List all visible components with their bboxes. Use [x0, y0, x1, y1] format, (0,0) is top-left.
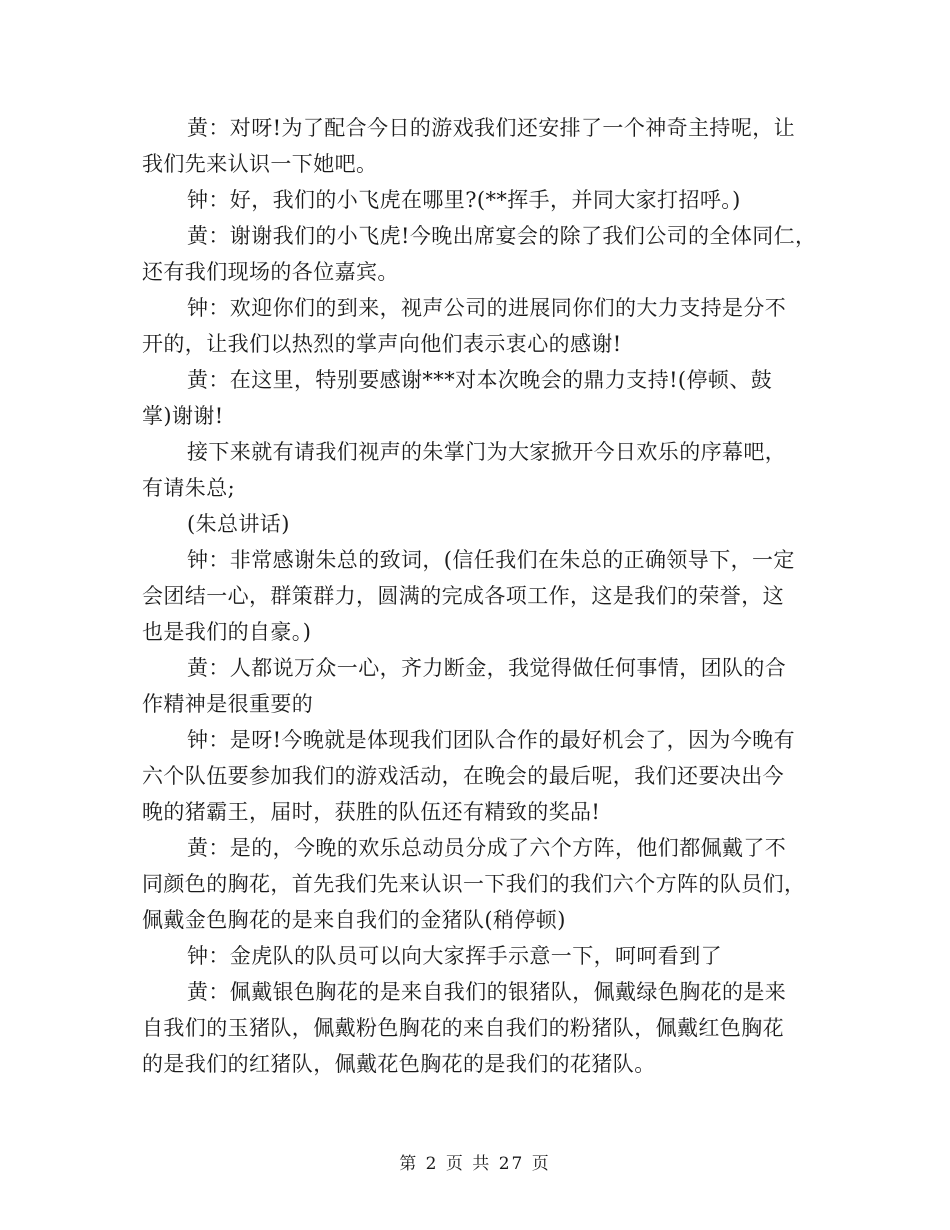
footer-current-page: 2 — [425, 1154, 439, 1174]
document-body — [142, 110, 817, 1082]
text-line: 黄：对呀!为了配合今日的游戏我们还安排了一个神奇主持呢，让 — [187, 116, 796, 140]
text-line: 掌)谢谢! — [142, 404, 224, 428]
text-line: 我们先来认识一下她吧。 — [142, 152, 378, 176]
text-line: 作精神是很重要的 — [142, 692, 314, 716]
text-line: 六个队伍要参加我们的游戏活动，在晚会的最后呢，我们还要决出今 — [142, 764, 784, 788]
text-line: 黄：谢谢我们的小飞虎!今晚出席宴会的除了我们公司的全体同仁， — [187, 224, 817, 248]
text-line: 晚的猪霸王，届时，获胜的队伍还有精致的奖品! — [142, 800, 601, 824]
text-line: 会团结一心，群策群力，圆满的完成各项工作，这是我们的荣誉，这 — [142, 584, 784, 608]
text-line: (朱总讲话) — [187, 512, 290, 536]
footer-middle: 页 共 — [445, 1154, 492, 1174]
text-line: 黄：佩戴银色胸花的是来自我们的银猪队，佩戴绿色胸花的是来 — [187, 980, 787, 1004]
text-line: 黄：人都说万众一心，齐力断金，我觉得做任何事情，团队的合 — [187, 656, 787, 680]
text-line: 钟：欢迎你们的到来，视声公司的进展同你们的大力支持是分不 — [187, 296, 787, 320]
text-line: 自我们的玉猪队，佩戴粉色胸花的来自我们的粉猪队，佩戴红色胸花 — [142, 1016, 784, 1040]
text-line: 黄：在这里，特别要感谢***对本次晚会的鼎力支持!(停顿、鼓 — [187, 368, 773, 392]
text-line: 还有我们现场的各位嘉宾。 — [142, 260, 399, 284]
page-footer — [0, 1150, 950, 1178]
text-line: 有请朱总; — [142, 476, 236, 500]
text-line: 开的，让我们以热烈的掌声向他们表示衷心的感谢! — [142, 332, 622, 356]
text-line: 接下来就有请我们视声的朱掌门为大家掀开今日欢乐的序幕吧， — [187, 440, 787, 464]
text-line: 佩戴金色胸花的是来自我们的金猪队(稍停顿) — [142, 908, 566, 932]
text-line: 钟：是呀!今晚就是体现我们团队合作的最好机会了，因为今晚有 — [187, 728, 796, 752]
text-line: 钟：好，我们的小飞虎在哪里?(**挥手，并同大家打招呼。) — [187, 188, 741, 212]
text-line: 钟：非常感谢朱总的致词，(信任我们在朱总的正确领导下，一定 — [187, 548, 795, 572]
text-line: 的是我们的红猪队，佩戴花色胸花的是我们的花猪队。 — [142, 1052, 656, 1076]
text-line: 也是我们的自豪。) — [142, 620, 312, 644]
text-line: 黄：是的，今晚的欢乐总动员分成了六个方阵，他们都佩戴了不 — [187, 836, 787, 860]
footer-total-pages: 27 — [498, 1154, 525, 1174]
footer-suffix: 页 — [531, 1154, 551, 1174]
text-line: 同颜色的胸花，首先我们先来认识一下我们的我们六个方阵的队员们， — [142, 872, 806, 896]
text-line: 钟：金虎队的队员可以向大家挥手示意一下，呵呵看到了 — [187, 944, 722, 968]
footer-prefix: 第 — [399, 1154, 419, 1174]
